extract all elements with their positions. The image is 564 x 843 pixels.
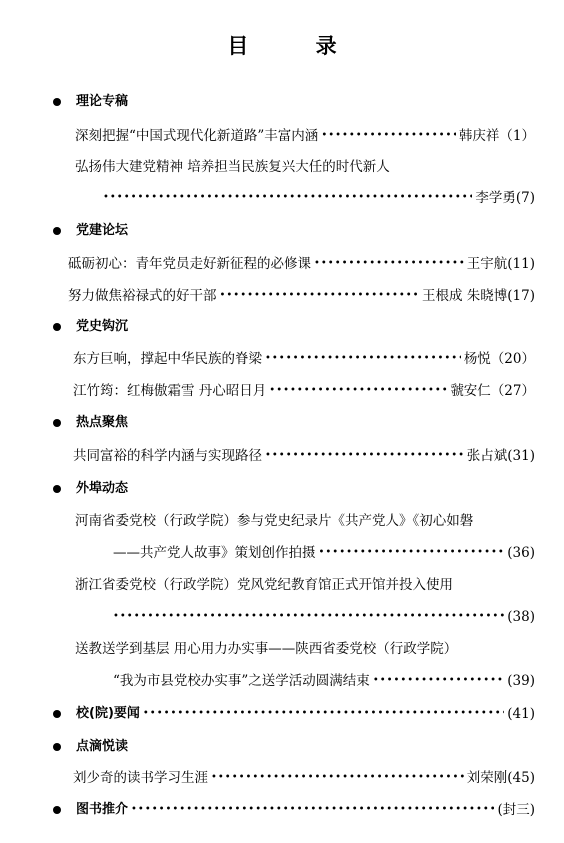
bullet-icon: [53, 485, 61, 493]
dot-leader: [103, 189, 472, 207]
toc-entry[interactable]: [75, 576, 535, 594]
entry-title: “我为市县党校办实事”之送学活动圆满结束: [113, 673, 370, 689]
toc-entry[interactable]: [75, 158, 535, 176]
dot-leader: [373, 672, 504, 690]
entry-page: (41): [507, 706, 535, 722]
dot-leader: [211, 769, 464, 787]
section-label: 理论专稿: [76, 94, 129, 109]
toc-entry[interactable]: [73, 350, 535, 368]
toc-entry-continuation[interactable]: [113, 608, 535, 626]
section-header-entry[interactable]: [53, 801, 535, 819]
entry-author-page: 杨悦（20）: [463, 351, 535, 367]
toc-entry[interactable]: [68, 255, 535, 273]
toc-entry[interactable]: [73, 447, 535, 465]
section-header-entry[interactable]: [53, 705, 535, 723]
bullet-icon: [53, 806, 61, 814]
entry-page: (39): [507, 673, 535, 689]
toc-entry[interactable]: [75, 512, 535, 530]
section-label: 外埠动态: [76, 481, 129, 496]
entry-title: 弘扬伟大建党精神 培养担当民族复兴大任的时代新人: [75, 159, 390, 175]
section-label: 党史钩沉: [76, 319, 129, 334]
section-header: [53, 480, 523, 498]
section-header: [53, 318, 523, 336]
entry-title: 砥砺初心：青年党员走好新征程的必修课: [68, 256, 311, 272]
entry-page: (38): [507, 609, 535, 625]
dot-leader: [321, 127, 456, 145]
bullet-icon: [53, 227, 61, 235]
entry-page: (封三): [497, 802, 535, 818]
entry-author-page: 李学勇(7): [475, 190, 535, 206]
toc-entry-continuation[interactable]: [103, 189, 535, 207]
dot-leader: [131, 801, 494, 819]
toc-entry-continuation[interactable]: [113, 672, 535, 690]
dot-leader: [269, 382, 447, 400]
dot-leader: [113, 608, 504, 626]
bullet-icon: [53, 743, 61, 751]
bullet-icon: [53, 419, 61, 427]
toc-entry[interactable]: [73, 382, 535, 400]
bullet-icon: [53, 98, 61, 106]
dot-leader: [314, 255, 464, 273]
dot-leader: [319, 544, 505, 562]
entry-title: 深刻把握“中国式现代化新道路”丰富内涵: [75, 128, 319, 144]
bullet-icon: [53, 710, 61, 718]
toc-entry[interactable]: [68, 287, 535, 305]
entry-author-page: 虢安仁（27）: [450, 383, 535, 399]
entry-author-page: 韩庆祥（1）: [458, 128, 535, 144]
entry-author-page: 刘荣刚(45): [466, 770, 535, 786]
entry-title: 努力做焦裕禄式的好干部: [68, 288, 217, 304]
entry-title: 共同富裕的科学内涵与实现路径: [73, 448, 262, 464]
entry-title: 东方巨响，撑起中华民族的脊梁: [73, 351, 262, 367]
toc-entry[interactable]: [75, 640, 535, 658]
section-header: [53, 414, 523, 432]
entry-title: 送教送学到基层 用心用力办实事——陕西省委党校（行政学院）: [75, 641, 458, 657]
dot-leader: [220, 287, 419, 305]
entry-author-page: 王根成 朱晓博(17): [421, 288, 535, 304]
entry-title: 刘少奇的读书学习生涯: [73, 770, 208, 786]
section-label: 点滴悦读: [76, 739, 129, 754]
section-label: 党建论坛: [76, 223, 129, 238]
toc-entry[interactable]: [73, 769, 535, 787]
dot-leader: [265, 350, 461, 368]
section-label: 校(院)要闻: [76, 706, 140, 721]
page-title: 目 录: [227, 34, 367, 58]
toc-entry[interactable]: [75, 127, 535, 145]
entry-title: 江竹筠：红梅傲霜雪 丹心昭日月: [73, 383, 267, 399]
entry-page: (36): [507, 545, 535, 561]
section-header: [53, 93, 523, 111]
entry-title: 河南省委党校（行政学院）参与党史纪录片《共产党人》《初心如磐: [75, 513, 474, 529]
section-header: [53, 222, 523, 240]
dot-leader: [143, 705, 504, 723]
entry-title: ——共产党人故事》策划创作拍摄: [113, 545, 316, 561]
section-label: 热点聚焦: [76, 415, 129, 430]
bullet-icon: [53, 323, 61, 331]
dot-leader: [265, 447, 464, 465]
entry-author-page: 张占斌(31): [466, 448, 535, 464]
section-header: [53, 738, 523, 756]
toc-entry-continuation[interactable]: [113, 544, 535, 562]
section-label: 图书推介: [76, 802, 129, 817]
entry-author-page: 王宇航(11): [466, 256, 535, 272]
entry-title: 浙江省委党校（行政学院）党风党纪教育馆正式开馆并投入使用: [75, 577, 453, 593]
